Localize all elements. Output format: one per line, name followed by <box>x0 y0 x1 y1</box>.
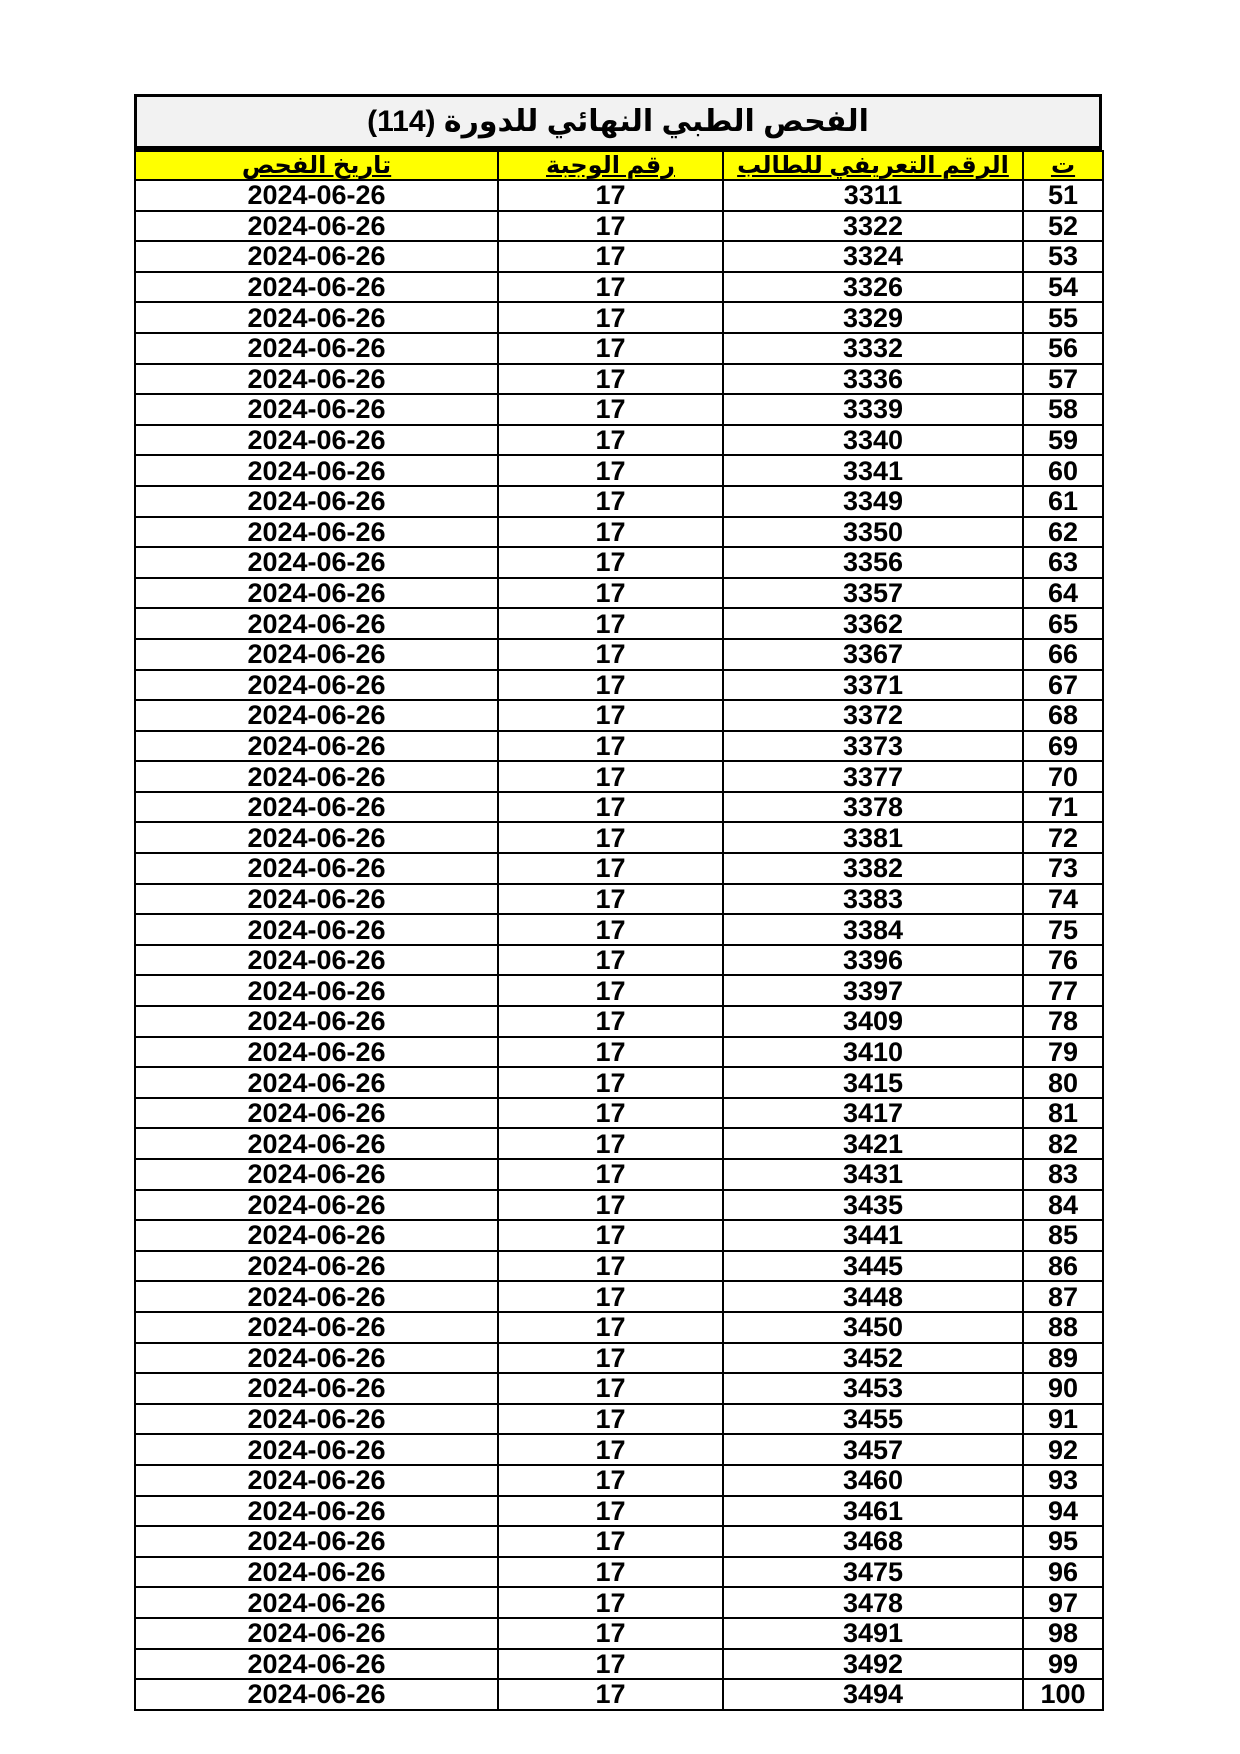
table-row <box>135 1251 1103 1282</box>
cell-student-id: 3441 <box>723 1220 1023 1251</box>
cell-seq: 62 <box>1023 517 1103 548</box>
cell-batch: 17 <box>498 1434 723 1465</box>
cell-batch: 17 <box>498 822 723 853</box>
cell-student-id: 3491 <box>723 1618 1023 1649</box>
cell-batch: 17 <box>498 1526 723 1557</box>
cell-student-id: 3382 <box>723 853 1023 884</box>
cell-seq: 63 <box>1023 547 1103 578</box>
cell-batch: 17 <box>498 486 723 517</box>
cell-student-id: 3336 <box>723 364 1023 395</box>
cell-date: 2024-06-26 <box>135 1159 498 1190</box>
table-row <box>135 517 1103 548</box>
cell-seq: 61 <box>1023 486 1103 517</box>
cell-date: 2024-06-26 <box>135 945 498 976</box>
table-row <box>135 1679 1103 1710</box>
cell-date: 2024-06-26 <box>135 241 498 272</box>
cell-student-id: 3340 <box>723 425 1023 456</box>
table-row <box>135 364 1103 395</box>
cell-date: 2024-06-26 <box>135 1037 498 1068</box>
cell-student-id: 3461 <box>723 1496 1023 1527</box>
table-row <box>135 975 1103 1006</box>
table-row <box>135 1128 1103 1159</box>
cell-batch: 17 <box>498 425 723 456</box>
cell-seq: 92 <box>1023 1434 1103 1465</box>
cell-date: 2024-06-26 <box>135 1190 498 1221</box>
cell-student-id: 3457 <box>723 1434 1023 1465</box>
cell-student-id: 3468 <box>723 1526 1023 1557</box>
column-header-seq: ت <box>1023 151 1103 180</box>
cell-batch: 17 <box>498 1679 723 1710</box>
cell-seq: 87 <box>1023 1281 1103 1312</box>
column-header-batch: رقم الوجبة <box>498 151 723 180</box>
cell-batch: 17 <box>498 853 723 884</box>
cell-date: 2024-06-26 <box>135 1404 498 1435</box>
cell-seq: 78 <box>1023 1006 1103 1037</box>
table-row <box>135 241 1103 272</box>
table-row <box>135 1649 1103 1680</box>
cell-batch: 17 <box>498 639 723 670</box>
cell-date: 2024-06-26 <box>135 1587 498 1618</box>
cell-seq: 60 <box>1023 455 1103 486</box>
cell-seq: 56 <box>1023 333 1103 364</box>
cell-date: 2024-06-26 <box>135 1557 498 1588</box>
cell-student-id: 3460 <box>723 1465 1023 1496</box>
cell-batch: 17 <box>498 364 723 395</box>
cell-batch: 17 <box>498 1067 723 1098</box>
cell-student-id: 3356 <box>723 547 1023 578</box>
cell-date: 2024-06-26 <box>135 1618 498 1649</box>
table-row <box>135 608 1103 639</box>
cell-student-id: 3339 <box>723 394 1023 425</box>
cell-date: 2024-06-26 <box>135 1006 498 1037</box>
cell-seq: 80 <box>1023 1067 1103 1098</box>
cell-batch: 17 <box>498 547 723 578</box>
cell-batch: 17 <box>498 1496 723 1527</box>
cell-batch: 17 <box>498 608 723 639</box>
cell-seq: 83 <box>1023 1159 1103 1190</box>
table-row <box>135 731 1103 762</box>
cell-date: 2024-06-26 <box>135 1465 498 1496</box>
cell-batch: 17 <box>498 272 723 303</box>
cell-student-id: 3384 <box>723 914 1023 945</box>
table-row <box>135 1526 1103 1557</box>
cell-student-id: 3349 <box>723 486 1023 517</box>
cell-seq: 89 <box>1023 1343 1103 1374</box>
cell-seq: 55 <box>1023 302 1103 333</box>
cell-date: 2024-06-26 <box>135 1343 498 1374</box>
cell-student-id: 3357 <box>723 578 1023 609</box>
cell-batch: 17 <box>498 1098 723 1129</box>
table-row <box>135 1190 1103 1221</box>
cell-date: 2024-06-26 <box>135 486 498 517</box>
cell-date: 2024-06-26 <box>135 700 498 731</box>
table-row <box>135 1098 1103 1129</box>
table-row <box>135 945 1103 976</box>
table-row <box>135 1373 1103 1404</box>
cell-seq: 95 <box>1023 1526 1103 1557</box>
cell-date: 2024-06-26 <box>135 1128 498 1159</box>
cell-batch: 17 <box>498 914 723 945</box>
cell-batch: 17 <box>498 1220 723 1251</box>
cell-batch: 17 <box>498 700 723 731</box>
document-sheet <box>134 94 1102 1711</box>
cell-batch: 17 <box>498 1343 723 1374</box>
cell-date: 2024-06-26 <box>135 1434 498 1465</box>
table-row <box>135 1067 1103 1098</box>
cell-seq: 90 <box>1023 1373 1103 1404</box>
cell-batch: 17 <box>498 945 723 976</box>
cell-batch: 17 <box>498 1587 723 1618</box>
table-row <box>135 425 1103 456</box>
cell-date: 2024-06-26 <box>135 1067 498 1098</box>
cell-seq: 58 <box>1023 394 1103 425</box>
cell-student-id: 3410 <box>723 1037 1023 1068</box>
cell-date: 2024-06-26 <box>135 1281 498 1312</box>
table-row <box>135 792 1103 823</box>
table-row <box>135 822 1103 853</box>
table-row <box>135 1557 1103 1588</box>
cell-seq: 96 <box>1023 1557 1103 1588</box>
cell-seq: 51 <box>1023 180 1103 211</box>
table-row <box>135 394 1103 425</box>
cell-date: 2024-06-26 <box>135 761 498 792</box>
cell-seq: 100 <box>1023 1679 1103 1710</box>
cell-seq: 66 <box>1023 639 1103 670</box>
table-row <box>135 486 1103 517</box>
cell-seq: 69 <box>1023 731 1103 762</box>
cell-seq: 76 <box>1023 945 1103 976</box>
cell-date: 2024-06-26 <box>135 1312 498 1343</box>
cell-date: 2024-06-26 <box>135 853 498 884</box>
cell-student-id: 3415 <box>723 1067 1023 1098</box>
cell-seq: 54 <box>1023 272 1103 303</box>
cell-seq: 59 <box>1023 425 1103 456</box>
cell-date: 2024-06-26 <box>135 272 498 303</box>
cell-student-id: 3326 <box>723 272 1023 303</box>
cell-date: 2024-06-26 <box>135 608 498 639</box>
table-row <box>135 333 1103 364</box>
cell-seq: 53 <box>1023 241 1103 272</box>
cell-date: 2024-06-26 <box>135 975 498 1006</box>
cell-batch: 17 <box>498 975 723 1006</box>
cell-batch: 17 <box>498 1618 723 1649</box>
cell-seq: 97 <box>1023 1587 1103 1618</box>
cell-student-id: 3450 <box>723 1312 1023 1343</box>
cell-seq: 71 <box>1023 792 1103 823</box>
cell-date: 2024-06-26 <box>135 822 498 853</box>
table-header-row <box>135 151 1103 180</box>
cell-seq: 85 <box>1023 1220 1103 1251</box>
cell-student-id: 3350 <box>723 517 1023 548</box>
cell-seq: 70 <box>1023 761 1103 792</box>
exam-table <box>134 150 1104 1711</box>
cell-date: 2024-06-26 <box>135 364 498 395</box>
cell-batch: 17 <box>498 1190 723 1221</box>
cell-batch: 17 <box>498 670 723 701</box>
cell-seq: 94 <box>1023 1496 1103 1527</box>
cell-batch: 17 <box>498 1128 723 1159</box>
table-row <box>135 302 1103 333</box>
cell-batch: 17 <box>498 1373 723 1404</box>
cell-batch: 17 <box>498 333 723 364</box>
cell-student-id: 3373 <box>723 731 1023 762</box>
table-row <box>135 455 1103 486</box>
cell-student-id: 3475 <box>723 1557 1023 1588</box>
cell-seq: 52 <box>1023 211 1103 242</box>
cell-batch: 17 <box>498 1037 723 1068</box>
cell-seq: 91 <box>1023 1404 1103 1435</box>
cell-student-id: 3383 <box>723 884 1023 915</box>
cell-batch: 17 <box>498 731 723 762</box>
table-body <box>135 180 1103 1710</box>
cell-date: 2024-06-26 <box>135 1496 498 1527</box>
table-row <box>135 1159 1103 1190</box>
cell-date: 2024-06-26 <box>135 1649 498 1680</box>
cell-seq: 74 <box>1023 884 1103 915</box>
cell-date: 2024-06-26 <box>135 1679 498 1710</box>
table-row <box>135 1037 1103 1068</box>
cell-student-id: 3453 <box>723 1373 1023 1404</box>
cell-seq: 75 <box>1023 914 1103 945</box>
table-row <box>135 853 1103 884</box>
cell-seq: 67 <box>1023 670 1103 701</box>
cell-student-id: 3455 <box>723 1404 1023 1435</box>
cell-seq: 72 <box>1023 822 1103 853</box>
cell-date: 2024-06-26 <box>135 547 498 578</box>
cell-student-id: 3372 <box>723 700 1023 731</box>
cell-student-id: 3367 <box>723 639 1023 670</box>
cell-seq: 57 <box>1023 364 1103 395</box>
cell-batch: 17 <box>498 1159 723 1190</box>
cell-batch: 17 <box>498 211 723 242</box>
cell-seq: 73 <box>1023 853 1103 884</box>
cell-seq: 82 <box>1023 1128 1103 1159</box>
cell-seq: 84 <box>1023 1190 1103 1221</box>
cell-seq: 79 <box>1023 1037 1103 1068</box>
table-row <box>135 884 1103 915</box>
cell-batch: 17 <box>498 1251 723 1282</box>
table-row <box>135 1587 1103 1618</box>
cell-student-id: 3371 <box>723 670 1023 701</box>
table-row <box>135 1465 1103 1496</box>
cell-date: 2024-06-26 <box>135 1373 498 1404</box>
cell-seq: 93 <box>1023 1465 1103 1496</box>
table-row <box>135 180 1103 211</box>
cell-seq: 65 <box>1023 608 1103 639</box>
cell-student-id: 3377 <box>723 761 1023 792</box>
cell-date: 2024-06-26 <box>135 914 498 945</box>
document-title: الفحص الطبي النهائي للدورة (114) <box>134 94 1102 150</box>
cell-date: 2024-06-26 <box>135 792 498 823</box>
cell-student-id: 3362 <box>723 608 1023 639</box>
table-row <box>135 1404 1103 1435</box>
table-row <box>135 1006 1103 1037</box>
column-header-student-id: الرقم التعريفي للطالب <box>723 151 1023 180</box>
table-row <box>135 578 1103 609</box>
cell-student-id: 3397 <box>723 975 1023 1006</box>
table-row <box>135 1618 1103 1649</box>
cell-date: 2024-06-26 <box>135 425 498 456</box>
cell-batch: 17 <box>498 1649 723 1680</box>
table-row <box>135 547 1103 578</box>
cell-date: 2024-06-26 <box>135 394 498 425</box>
cell-batch: 17 <box>498 884 723 915</box>
table-row <box>135 1434 1103 1465</box>
cell-seq: 68 <box>1023 700 1103 731</box>
cell-student-id: 3452 <box>723 1343 1023 1374</box>
cell-student-id: 3448 <box>723 1281 1023 1312</box>
cell-date: 2024-06-26 <box>135 455 498 486</box>
table-row <box>135 1220 1103 1251</box>
cell-date: 2024-06-26 <box>135 1251 498 1282</box>
cell-date: 2024-06-26 <box>135 302 498 333</box>
cell-batch: 17 <box>498 1465 723 1496</box>
cell-batch: 17 <box>498 517 723 548</box>
cell-date: 2024-06-26 <box>135 180 498 211</box>
cell-seq: 99 <box>1023 1649 1103 1680</box>
table-row <box>135 1496 1103 1527</box>
cell-student-id: 3396 <box>723 945 1023 976</box>
cell-batch: 17 <box>498 792 723 823</box>
cell-seq: 86 <box>1023 1251 1103 1282</box>
table-row <box>135 670 1103 701</box>
table-row <box>135 914 1103 945</box>
table-row <box>135 272 1103 303</box>
cell-date: 2024-06-26 <box>135 211 498 242</box>
cell-student-id: 3409 <box>723 1006 1023 1037</box>
cell-date: 2024-06-26 <box>135 1526 498 1557</box>
cell-date: 2024-06-26 <box>135 639 498 670</box>
cell-seq: 77 <box>1023 975 1103 1006</box>
table-row <box>135 639 1103 670</box>
cell-date: 2024-06-26 <box>135 1098 498 1129</box>
cell-student-id: 3322 <box>723 211 1023 242</box>
cell-student-id: 3332 <box>723 333 1023 364</box>
table-row <box>135 211 1103 242</box>
cell-student-id: 3311 <box>723 180 1023 211</box>
cell-batch: 17 <box>498 1281 723 1312</box>
cell-student-id: 3341 <box>723 455 1023 486</box>
cell-student-id: 3435 <box>723 1190 1023 1221</box>
cell-date: 2024-06-26 <box>135 517 498 548</box>
column-header-date: تاريخ الفحص <box>135 151 498 180</box>
cell-batch: 17 <box>498 180 723 211</box>
cell-batch: 17 <box>498 455 723 486</box>
cell-student-id: 3478 <box>723 1587 1023 1618</box>
cell-seq: 81 <box>1023 1098 1103 1129</box>
cell-batch: 17 <box>498 1557 723 1588</box>
cell-seq: 98 <box>1023 1618 1103 1649</box>
cell-date: 2024-06-26 <box>135 1220 498 1251</box>
cell-student-id: 3421 <box>723 1128 1023 1159</box>
cell-seq: 64 <box>1023 578 1103 609</box>
cell-batch: 17 <box>498 302 723 333</box>
cell-student-id: 3431 <box>723 1159 1023 1190</box>
table-row <box>135 1281 1103 1312</box>
cell-student-id: 3494 <box>723 1679 1023 1710</box>
cell-batch: 17 <box>498 1006 723 1037</box>
cell-date: 2024-06-26 <box>135 884 498 915</box>
cell-date: 2024-06-26 <box>135 731 498 762</box>
cell-batch: 17 <box>498 1312 723 1343</box>
cell-batch: 17 <box>498 761 723 792</box>
table-row <box>135 1312 1103 1343</box>
cell-student-id: 3417 <box>723 1098 1023 1129</box>
cell-student-id: 3445 <box>723 1251 1023 1282</box>
cell-seq: 88 <box>1023 1312 1103 1343</box>
cell-date: 2024-06-26 <box>135 333 498 364</box>
cell-batch: 17 <box>498 578 723 609</box>
cell-date: 2024-06-26 <box>135 578 498 609</box>
cell-date: 2024-06-26 <box>135 670 498 701</box>
table-row <box>135 700 1103 731</box>
cell-student-id: 3378 <box>723 792 1023 823</box>
cell-student-id: 3324 <box>723 241 1023 272</box>
cell-student-id: 3381 <box>723 822 1023 853</box>
table-row <box>135 761 1103 792</box>
cell-batch: 17 <box>498 241 723 272</box>
cell-batch: 17 <box>498 394 723 425</box>
table-row <box>135 1343 1103 1374</box>
cell-batch: 17 <box>498 1404 723 1435</box>
cell-student-id: 3492 <box>723 1649 1023 1680</box>
cell-student-id: 3329 <box>723 302 1023 333</box>
